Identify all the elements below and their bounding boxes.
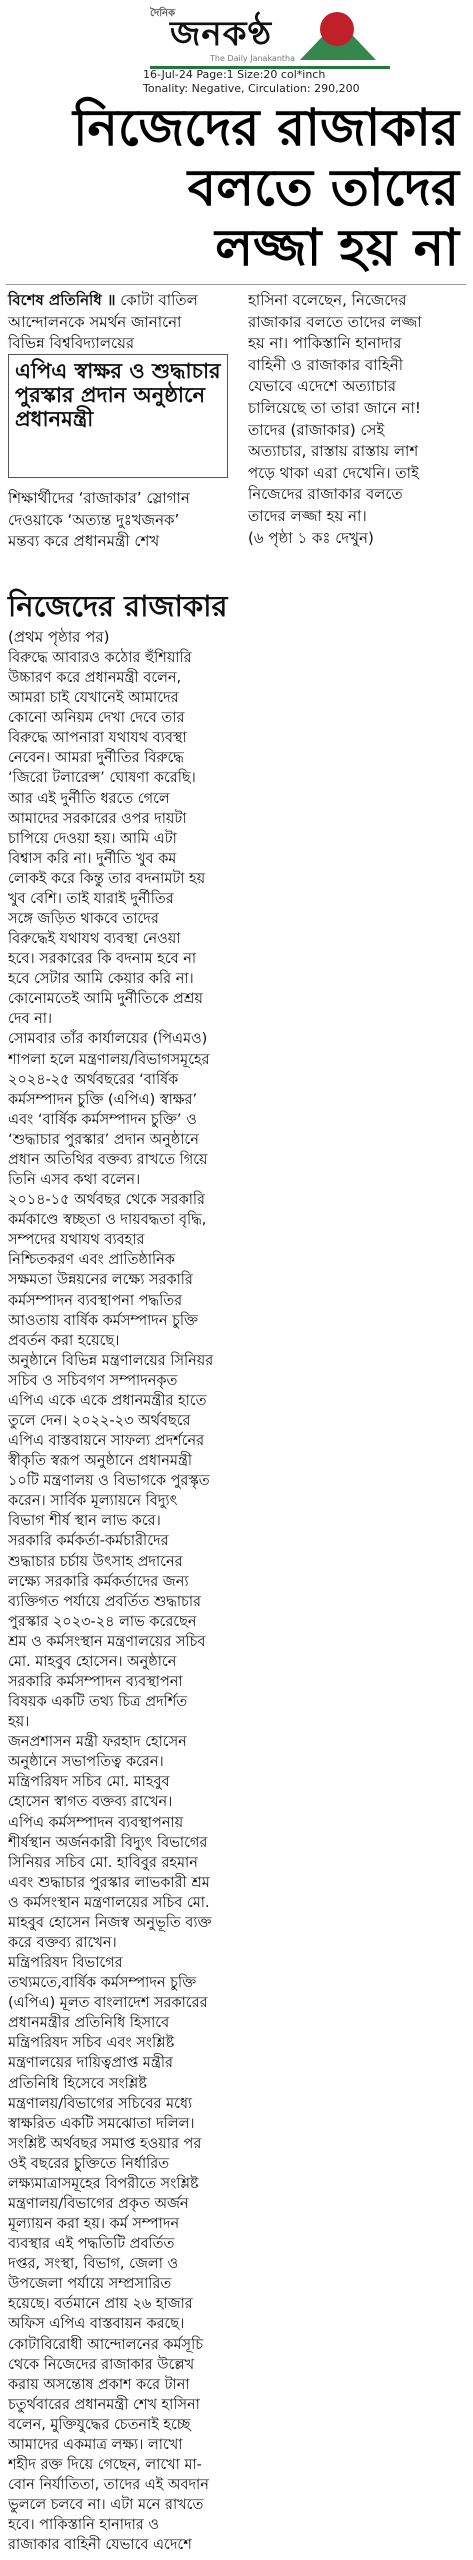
continuation-line: সম্পদের যথাযথ ব্যবহার	[8, 1232, 145, 1249]
right-column-line: তাদের (রাজাকার) সেই	[248, 420, 385, 439]
continuation-line: ব্যবস্থার এই পদ্ধতিটি প্রবর্তিত	[8, 2236, 175, 2253]
continuation-line: আমাদের একমাত্র লক্ষ্য। লাখো	[8, 2436, 183, 2453]
masthead	[150, 6, 390, 64]
intro2-line-0: শিক্ষার্থীদের ‘রাজাকার’ স্লোগান	[8, 489, 190, 507]
continuation-line: হোসেন স্বাগত বক্তব্য রাখেন।	[8, 1794, 173, 1811]
continuation-line: সক্ষমতা উন্নয়নের লক্ষ্যে সরকারি	[8, 1272, 193, 1289]
continuation-line: কোটাবিরোধী আন্দোলনের কর্মসূচি	[8, 2336, 204, 2353]
continuation-line: করেন। সার্বিক মূল্যায়নে বিদ্যুৎ	[8, 1493, 178, 1510]
continuation-left-column	[8, 648, 228, 2555]
continuation-line: নিশ্চিতকরণ এবং প্রাতিষ্ঠানিক	[8, 1252, 175, 1269]
continuation-line: উপজেলা পর্যায়ে সম্প্রসারিত	[8, 2276, 172, 2293]
continuation-line: আওতায় বার্ষিক কর্মসম্পাদন চুক্তি	[8, 1312, 199, 1329]
continuation-line: মো. মাহবুব হোসেন। অনুষ্ঠানে	[8, 1653, 177, 1670]
continuation-line: মন্ত্রিপরিষদ সচিব মো. মাহবুব	[8, 1774, 170, 1791]
masthead-subtitle: The Daily Janakantha	[210, 54, 296, 63]
continuation-line: বিরুদ্ধেই যথাযথ ব্যবস্থা নেওয়া	[8, 931, 181, 948]
continuation-line: বিষয়ক একটি তথ্য চিত্র প্রদর্শিত	[8, 1694, 188, 1711]
continuation-line: লক্ষ্যে সরকারি কর্মকর্তাদের জন্য	[8, 1573, 189, 1590]
right-column-line: যেভাবে এদেশে অত্যাচার	[248, 377, 397, 396]
intro-paragraph-2	[8, 488, 228, 553]
continuation-line: (এপিএ) মূলত বাংলাদেশ সরকারের	[8, 1995, 208, 2012]
continuation-line: বিরুদ্ধে আপনারা যথাযথ ব্যবস্থা	[8, 730, 187, 747]
headline-line-2: বলতে তাদের	[187, 159, 459, 218]
headline-line-1: নিজেদের রাজাকার	[72, 99, 459, 158]
continuation-line: ‘শুদ্ধাচার পুরস্কার’ প্রদান অনুষ্ঠানে	[8, 1131, 199, 1148]
continuation-line: শীর্ষস্থান অর্জনকারী বিদ্যুৎ বিভাগের	[8, 1834, 208, 1851]
continuation-line: হবে। পাকিস্তানি হানাদার ও	[8, 2517, 159, 2534]
continuation-line: বিরুদ্ধে আবারও কঠোর হুঁশিয়ারি	[8, 650, 192, 666]
continuation-line: শহীদ রক্ত দিয়ে গেছেন, লাখো মা-	[8, 2457, 202, 2474]
highlight-box-text: এপিএ স্বাক্ষর ও শুদ্ধাচার পুরস্কার প্রদান অনুষ্ঠানে প্রধানমন্ত্রী	[15, 359, 221, 431]
continuation-line: কর্মসম্পাদন ব্যবস্থাপনা পদ্ধতির	[8, 1292, 183, 1309]
highlight-box	[8, 354, 228, 478]
continuation-line: কর্মকাণ্ডে স্বচ্ছতা ও দায়বদ্ধতা বৃদ্ধি,	[8, 1212, 207, 1229]
continuation-line: ১০টি মন্ত্রণালয় ও বিভাগকে পুরস্কৃত	[8, 1473, 210, 1490]
masthead-label: দৈনিক	[150, 8, 176, 19]
continuation-line: শুদ্ধাচার চর্চায় উৎসাহ প্রদানের	[8, 1553, 183, 1570]
intro2-line-2: মন্তব্য করে প্রধানমন্ত্রী শেখ	[8, 532, 160, 551]
continuation-line: ওই বছরের চুক্তিতে নির্ধারিত	[8, 2155, 170, 2172]
continuation-line: বোন নির্যাতিতা, তাদের এই অবদান	[8, 2477, 209, 2494]
continuation-line: এবং শুদ্ধাচার পুরস্কার লাভকারী শ্রম	[8, 1874, 210, 1891]
continuation-line: প্রধান অতিথির বক্তব্য রাখতে গিয়ে	[8, 1151, 208, 1168]
continuation-line: ‘জিরো টলারেন্স’ ঘোষণা করেছি।	[8, 770, 196, 787]
intro-line-2: বিভিন্ন বিশ্ববিদ্যালয়ের	[8, 334, 135, 353]
continuation-line: তথ্যমতে,বার্ষিক কর্মসম্পাদন চুক্তি	[8, 1975, 197, 1992]
continuation-line: মন্ত্রিপরিষদ বিভাগের	[8, 1955, 123, 1972]
continuation-line: এপিএ বাস্তবায়নে সাফল্য প্রদর্শনের	[8, 1433, 205, 1450]
right-column-line: হাসিনা বলেছেন, নিজেদের	[248, 291, 407, 309]
continuation-line: উচ্চারণ করে প্রধানমন্ত্রী বলেন,	[8, 670, 182, 687]
continuation-line: তিনি এসব কথা বলেন।	[8, 1172, 141, 1189]
intro-line-text: কোটা বাতিল	[120, 291, 198, 309]
continuation-line: অনুষ্ঠানে বিভিন্ন মন্ত্রণালয়ের সিনিয়র	[8, 1352, 214, 1369]
right-column-line: রাজাকার বলতে তাদের লজ্জা	[248, 312, 422, 331]
continuation-line: তুলে দেন। ২০২২-২৩ অর্থবছরে	[8, 1412, 191, 1429]
continuation-line: হয়েছে। বর্তমানে প্রায় ২৬ হাজার	[8, 2296, 193, 2313]
continuation-line: সচিব ও সচিবগণ সম্পাদনকৃত	[8, 1372, 178, 1389]
continuation-line: সরকারি কর্মসম্পাদন ব্যবস্থাপনা	[8, 1673, 183, 1690]
continuation-line: স্বীকৃতি স্বরূপ অনুষ্ঠানে প্রধানমন্ত্রী	[8, 1453, 193, 1470]
continuation-line: বিভাগ শীর্ষ স্থান লাভ করে।	[8, 1513, 161, 1530]
continuation-line: কোনোমতেই আমি দুর্নীতিকে প্রশ্রয়	[8, 991, 203, 1008]
right-column-top	[248, 290, 466, 549]
continuation-line: হবে সেটার আমি কেয়ার করি না।	[8, 971, 194, 988]
right-column-line: বাহিনী ও রাজাকার বাহিনী	[248, 355, 404, 374]
continuation-line: আর এই দুর্নীতি ধরতে গেলে	[8, 790, 170, 807]
continuation-line: সোমবার তাঁর কার্যালয়ের (পিএমও)	[8, 1031, 208, 1048]
continuation-line: হয়।	[8, 1714, 30, 1731]
continuation-line: দেব না।	[8, 1011, 53, 1028]
intro-line-1: আন্দোলনকে সমর্থন জানানো	[8, 312, 182, 331]
continuation-line: অনুষ্ঠানে সভাপতিত্ব করেন।	[8, 1754, 164, 1771]
continuation-line: লোকই করে কিন্তু তার বদনামটা হয়	[8, 870, 206, 887]
red-sun-logo	[320, 12, 354, 46]
right-column-line: পড়ে থাকা এরা দেখেনি। তাই	[248, 463, 419, 482]
intro-line-0	[8, 290, 228, 312]
continuation-line: শাপলা হলে মন্ত্রণালয়/বিভাগসমূহের	[8, 1051, 210, 1068]
continuation-line: কর্মসম্পাদন চুক্তি (এপিএ) স্বাক্ষর’	[8, 1091, 198, 1108]
intro2-line-1: দেওয়াকে ‘অত্যন্ত দুঃখজনক’	[8, 510, 180, 529]
continuation-line: এপিএ একে একে প্রধানমন্ত্রীর হাতে	[8, 1392, 207, 1409]
continuation-line: অফিস এপিএ বাস্তবায়ন করছে।	[8, 2316, 185, 2333]
continuation-line: মাহবুব হোসেন নিজস্ব অনুভূতি ব্যক্ত	[8, 1914, 212, 1931]
continuation-line: দপ্তর, সংস্থা, বিভাগ, জেলা ও	[8, 2256, 179, 2273]
continuation-subhead: নিজেদের রাজাকার	[8, 589, 228, 623]
continuation-line: বলেন, মুক্তিযুদ্ধের চেতনাই হচ্ছে	[8, 2416, 191, 2433]
right-column-line: তাদের লজ্জা হয় না।	[248, 506, 367, 525]
continuation-line: থেকে নিজেদের রাজাকার উল্লেখ	[8, 2356, 195, 2373]
continuation-line: এপিএ কর্মসম্পাদন ব্যবস্থাপনায়	[8, 1814, 184, 1831]
continuation-line: ২০১৪-১৫ অর্থবছর থেকে সরকারি	[8, 1192, 205, 1209]
continuation-line: প্রতিনিধি হিসেবে সংশ্লিষ্ট	[8, 2075, 147, 2092]
right-column-line: (৬ পৃষ্ঠা ১ কঃ দেখুন)	[248, 528, 374, 547]
continuation-line: স্বাক্ষরিত একটি সমঝোতা দলিল।	[8, 2115, 195, 2132]
continuation-line: সঙ্গে জড়িত থাকবে তাদের	[8, 911, 159, 928]
continuation-line: সংশ্লিষ্ট অর্থবছর সমাপ্ত হওয়ার পর	[8, 2135, 202, 2152]
masthead-name: জনকণ্ঠ	[170, 14, 273, 54]
continuation-line: মন্ত্রণালয়/বিভাগের প্রকৃত অর্জন	[8, 2196, 189, 2213]
continuation-line: ব্যক্তিগত পর্যায়ে প্রবর্তিত শুদ্ধাচার	[8, 1593, 201, 1610]
continuation-line: মূল্যায়ন করা হয়। কর্ম সম্পাদন	[8, 2216, 180, 2233]
continuation-line: আমরা চাই যেখানেই আমাদের	[8, 690, 179, 707]
continuation-line: বিশ্বাস করি না। দুর্নীতি খুব কম	[8, 850, 177, 867]
continuation-line: হবে। সরকারের কি বদনাম হবে না	[8, 951, 197, 968]
clipping-meta-date: 16-Jul-24 Page:1 Size:20 col*inch	[143, 68, 326, 81]
continuation-line: করায় অসন্তোষ প্রকাশ করে টানা	[8, 2376, 190, 2393]
headline-divider	[6, 284, 466, 285]
byline: বিশেষ প্রতিনিধি ॥	[8, 291, 116, 309]
continuation-line: প্রবর্তন করা হয়েছে।	[8, 1332, 120, 1349]
intro-paragraph	[8, 290, 228, 355]
continuation-line: চতুর্থবারের প্রধানমন্ত্রী শেখ হাসিনা	[8, 2396, 200, 2413]
continuation-line: ২০২৪-২৫ অর্থবছরের ‘বার্ষিক	[8, 1071, 179, 1088]
continuation-line: শ্রম ও কর্মসংস্থান মন্ত্রণালয়ের সচিব	[8, 1633, 206, 1650]
right-column-line: নিজেদের রাজাকার বলতে	[248, 485, 403, 504]
clipping-meta-tonality: Tonality: Negative, Circulation: 290,200	[143, 82, 360, 95]
headline-line-3: লজ্জা হয় না	[215, 219, 459, 278]
continuation-line: সিনিয়র সচিব মো. হাবিবুর রহমান	[8, 1854, 198, 1871]
continuation-line: নেবেন। আমরা দুর্নীতির বিরুদ্ধে	[8, 750, 184, 767]
continuation-line: এবং ‘বার্ষিক কর্মসম্পাদন চুক্তি’ ও	[8, 1111, 197, 1128]
continuation-line: আমাদের সরকারের ওপর দায়টা	[8, 810, 187, 827]
continuation-line: পুরস্কার ২০২৩-২৪ লাভ করেছেন	[8, 1613, 197, 1630]
continuation-line: রাজাকার বাহিনী যেভাবে এদেশে	[8, 2537, 192, 2554]
continuation-line: খুব বেশি। তাই যারাই দুর্নীতির	[8, 890, 174, 907]
right-column-line: অত্যাচার, রাস্তায় রাস্তায় লাশ	[248, 442, 419, 461]
continuation-line: মন্ত্রিপরিষদ সচিব এবং সংশ্লিষ্ট	[8, 2035, 175, 2052]
continuation-note: (প্রথম পৃষ্ঠার পর)	[8, 628, 110, 646]
continuation-line: করে বক্তব্য রাখেন।	[8, 1935, 117, 1951]
continuation-line: মন্ত্রণালয়/বিভাগের সচিবের মধ্যে	[8, 2095, 193, 2112]
continuation-line: ও কর্মসংস্থান মন্ত্রণালয়ের সচিব মো.	[8, 1894, 210, 1911]
continuation-line: জনপ্রশাসন মন্ত্রী ফরহাদ হোসেন	[8, 1734, 187, 1751]
right-column-line: চালিয়েছে তা তারা জানে না!	[248, 398, 421, 417]
continuation-line: সরকারি কর্মকর্তা-কর্মচারীদের	[8, 1533, 169, 1550]
continuation-line: চাপিয়ে দেওয়া হয়। আমি এটা	[8, 830, 177, 847]
continuation-line: লক্ষ্যমাত্রাসমূহের বিপরীতে সংশ্লিষ্ট	[8, 2175, 199, 2192]
continuation-line: প্রধানমন্ত্রীর প্রতিনিধি হিসাবে	[8, 2015, 170, 2032]
continuation-line: কোনো অনিয়ম দেখা দেবে তার	[8, 710, 185, 727]
right-column-line: হয় না। পাকিস্তানি হানাদার	[248, 334, 402, 353]
continuation-line: মন্ত্রণালয়ের দায়িত্বপ্রাপ্ত মন্ত্রীর	[8, 2055, 173, 2072]
continuation-line: ভুললে চলবে না। এটা মনে রাখতে	[8, 2497, 204, 2514]
